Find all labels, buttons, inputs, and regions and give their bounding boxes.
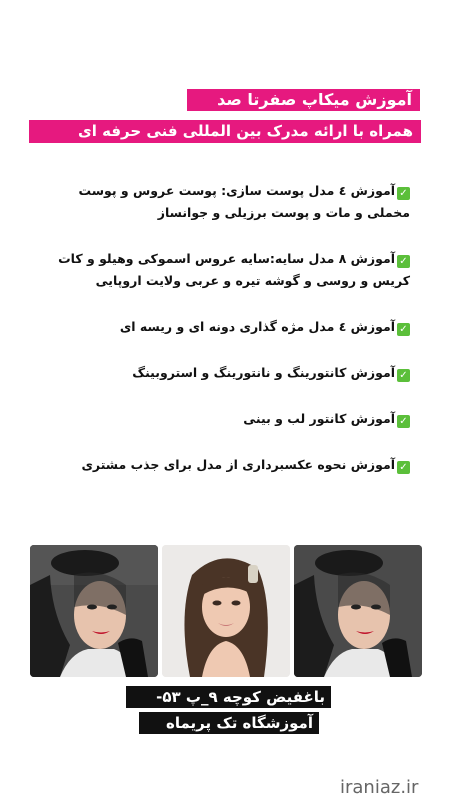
list-item [40,316,410,338]
address-label: باغفیض کوچه ۹_پ ۵۳- [126,686,331,708]
list-item-text: آموزش کانتور لب و بینی [243,411,395,426]
model-photo-portrait [162,545,290,677]
list-item-text: آموزش ۸ مدل سایه:سایه عروس اسموکی وهیلو و کات کریس و روسی و گوشه تیره و عربی ولایت اروپایی [58,251,410,288]
check-mark-icon: ✓ [397,461,410,474]
check-mark-icon: ✓ [397,187,410,200]
check-mark-icon: ✓ [397,255,410,268]
school-name-label: آموزشگاه تک پریماه [139,712,319,734]
model-photo-veil [294,545,422,677]
list-item-text: آموزش ٤ مدل پوست سازی: پوست عروس و پوست مخملی و مات و پوست برزیلی و جوانساز [78,183,410,220]
list-item [40,180,410,224]
page-title: آموزش میکاپ صفرتا صد [187,89,420,111]
watermark: iraniaz.ir [340,777,419,798]
list-item-text: آموزش نحوه عکسبرداری از مدل برای جذب مشتری [81,457,395,472]
list-item-text: آموزش کانتورینگ و نانتورینگ و استروبینگ [132,365,395,380]
check-mark-icon: ✓ [397,369,410,382]
page-subtitle: همراه با ارائه مدرک بین المللی فنی حرفه ای [29,120,421,143]
list-item [40,248,410,292]
list-item [40,454,410,476]
check-mark-icon: ✓ [397,323,410,336]
list-item-text: آموزش ٤ مدل مژه گذاری دونه ای و ریسه ای [119,319,395,334]
check-mark-icon: ✓ [397,415,410,428]
list-item [40,408,410,430]
model-photo-veil [30,545,158,677]
list-item [40,362,410,384]
course-list [40,180,410,476]
